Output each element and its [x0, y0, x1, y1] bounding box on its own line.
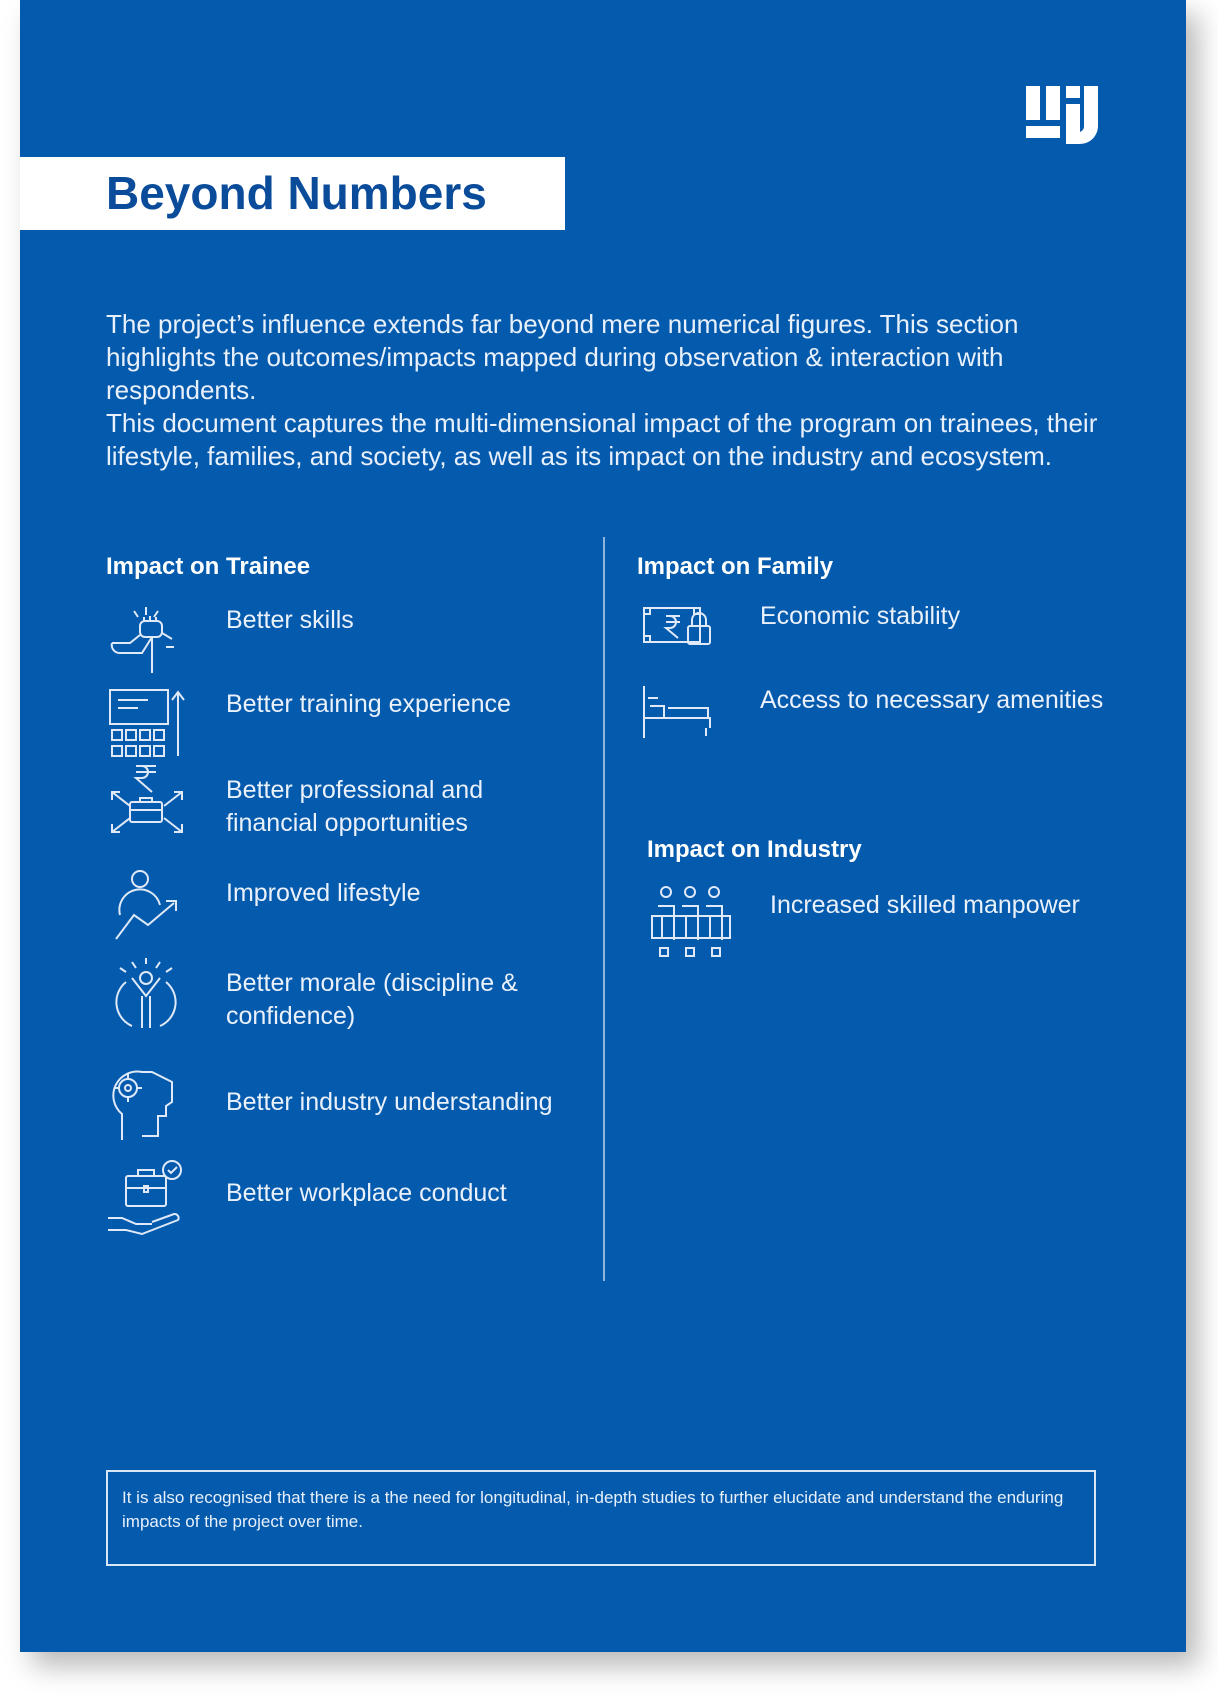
- trainee-item-label: Better skills: [226, 606, 354, 634]
- industry-item-label: Increased skilled manpower: [770, 891, 1080, 919]
- trainee-item-label: Better professional and financial opportunities: [226, 776, 484, 837]
- trainee-item-label: Better industry understanding: [226, 1088, 553, 1116]
- intro-text: [106, 308, 1116, 473]
- training-classroom-icon: [106, 686, 188, 762]
- brand-logo: [1026, 86, 1098, 148]
- skills-hand-wrench-icon: [106, 603, 188, 679]
- trainee-heading: Impact on Trainee: [106, 553, 311, 580]
- report-page: [20, 0, 1186, 1652]
- column-divider: [603, 537, 605, 1281]
- briefcase-check-hand-icon: [106, 1160, 188, 1236]
- family-heading: Impact on Family: [637, 553, 834, 580]
- family-item-label: Economic stability: [760, 602, 961, 630]
- intro-paragraph-2: This document captures the multi-dimensional impact of the program on trainees, their lifestyle, families, and society, as well as its impact on the industry and ecosystem.: [106, 408, 1098, 471]
- title-banner: [20, 157, 565, 230]
- person-growth-icon: [106, 867, 188, 943]
- industry-heading: Impact on Industry: [647, 836, 862, 863]
- head-gear-icon: [106, 1068, 188, 1144]
- footnote-box: [106, 1470, 1096, 1566]
- intro-paragraph-1: The project’s influence extends far beyond mere numerical figures. This section highlights the outcomes/impacts mapped during observation & interaction with respondents.: [106, 309, 1019, 405]
- rupee-briefcase-icon: [106, 762, 188, 838]
- trainee-item-label: Better workplace conduct: [226, 1179, 507, 1207]
- family-item-label: Access to necessary amenities: [760, 686, 1104, 714]
- confident-person-icon: [106, 956, 188, 1032]
- bed-icon: [640, 668, 722, 744]
- trainee-item-label: Improved lifestyle: [226, 879, 421, 907]
- page-title: Beyond Numbers: [106, 167, 487, 219]
- footnote-text: It is also recognised that there is a the need for longitudinal, in-depth studies to further elucidate and understand the enduring impacts of the project over time.: [122, 1488, 1064, 1531]
- trainee-item-label: Better morale (discipline & confidence): [226, 969, 518, 1030]
- workforce-group-icon: [650, 884, 732, 960]
- trainee-item-label: Better training experience: [226, 690, 511, 718]
- rupee-note-lock-icon: [640, 592, 722, 668]
